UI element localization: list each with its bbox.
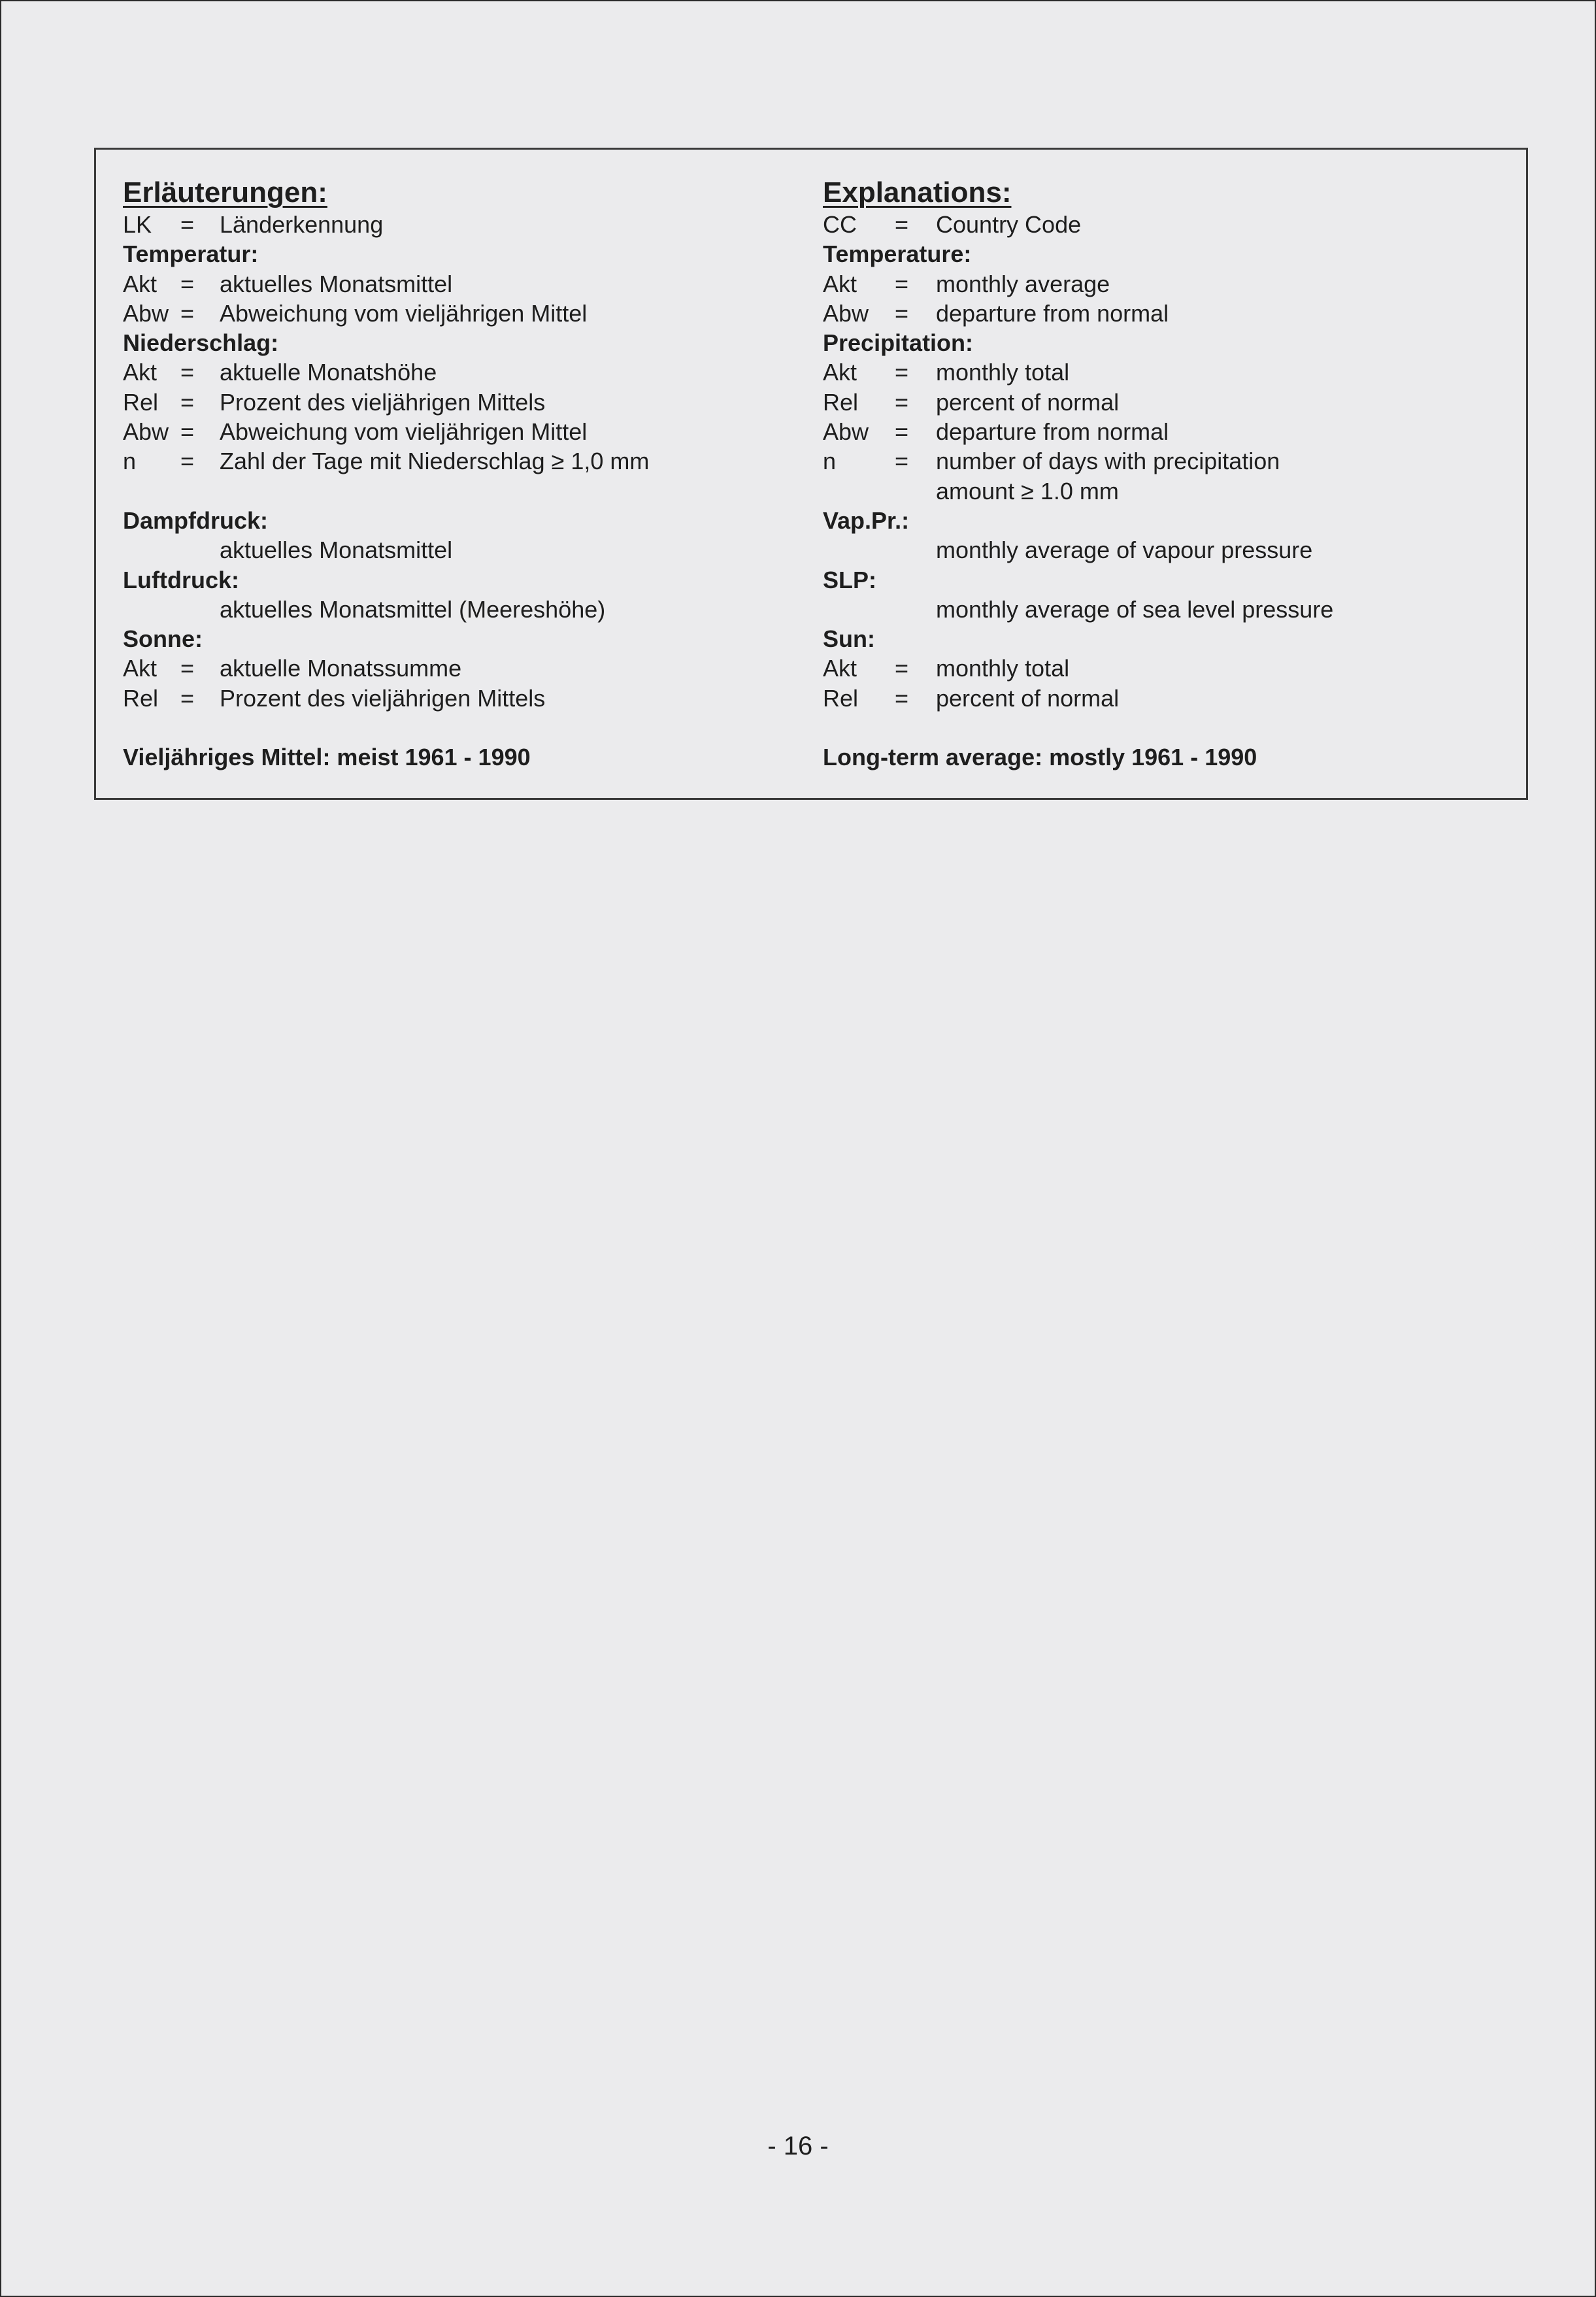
german-heading: Erläuterungen: [123,176,327,208]
spacer [123,476,776,506]
spacer [123,713,776,742]
pressure-desc-en: monthly average of sea level pressure [936,595,1334,623]
footer-de: Vieljähriges Mittel: meist 1961 - 1990 [123,744,531,771]
footer-en: Long-term average: mostly 1961 - 1990 [823,744,1257,771]
abbr: Akt [123,270,158,297]
equals: = [180,448,195,475]
description: aktuelle Monatshöhe [220,359,437,386]
temperature-row-akt-de [123,269,776,299]
sun-row-rel-de [123,684,776,713]
description: departure from normal [936,299,1169,327]
equals: = [895,211,909,238]
description: Länderkennung [220,211,384,238]
description: Prozent des vieljährigen Mittels [220,684,546,712]
vapour-desc-en: monthly average of vapour pressure [936,537,1313,564]
pressure-desc-de: aktuelles Monatsmittel (Meereshöhe) [220,595,606,623]
sun-title-en: Sun: [823,625,875,653]
equals: = [180,418,195,446]
equals: = [180,655,195,682]
equals: = [895,684,909,712]
abbr: Abw [823,418,869,446]
equals: = [895,299,909,327]
abbr: Abw [123,299,169,327]
legend-box [94,148,1528,800]
abbr: Akt [823,270,857,297]
precipitation-title-de: Niederschlag: [123,329,279,357]
precipitation-row-akt-de [123,357,776,387]
abbr: n [823,448,837,475]
german-column [123,176,776,772]
description: aktuelle Monatssumme [220,655,462,682]
equals: = [180,299,195,327]
precipitation-row-n-continuation-en [823,476,1509,506]
lk-row [123,210,776,239]
equals: = [895,448,909,475]
equals: = [895,388,909,416]
vapour-desc-de: aktuelles Monatsmittel [220,537,453,564]
equals: = [895,270,909,297]
description: Abweichung vom vieljährigen Mittel [220,299,588,327]
description: monthly total [936,359,1070,386]
precipitation-row-n-de [123,446,776,476]
equals: = [180,359,195,386]
precipitation-row-akt-en [823,357,1509,387]
english-heading: Explanations: [823,176,1012,208]
equals: = [895,418,909,446]
page-number: - 16 - [767,2132,829,2160]
pressure-title-de: Luftdruck: [123,566,239,593]
precipitation-title-en: Precipitation: [823,329,974,357]
precipitation-row-n-en [823,446,1509,476]
description: Abweichung vom vieljährigen Mittel [220,418,588,446]
precipitation-row-abw-en [823,417,1509,446]
description: Country Code [936,211,1082,238]
abbr: Akt [123,655,158,682]
equals: = [180,684,195,712]
temperature-row-akt-en [823,269,1509,299]
sun-title-de: Sonne: [123,625,203,653]
precipitation-row-rel-en [823,388,1509,417]
abbr: Rel [123,684,159,712]
temperature-row-abw-en [823,299,1509,328]
abbr: n [123,448,137,475]
equals: = [180,388,195,416]
abbr: LK [123,211,152,238]
description: departure from normal [936,418,1169,446]
equals: = [895,655,909,682]
precipitation-row-rel-de [123,388,776,417]
description: monthly average [936,270,1110,297]
pressure-title-en: SLP: [823,566,877,593]
abbr: Rel [123,388,159,416]
abbr: CC [823,211,857,238]
description: aktuelles Monatsmittel [220,270,453,297]
temperature-row-abw-de [123,299,776,328]
vapour-title-de: Dampfdruck: [123,506,269,534]
spacer [823,713,1509,742]
abbr: Akt [823,655,857,682]
description: Prozent des vieljährigen Mittels [220,388,546,416]
description: amount ≥ 1.0 mm [936,477,1119,504]
equals: = [180,270,195,297]
vapour-title-en: Vap.Pr.: [823,506,910,534]
description: number of days with precipitation [936,448,1280,475]
temperature-title-en: Temperature: [823,240,972,268]
equals: = [895,359,909,386]
english-column [823,176,1509,772]
sun-row-akt-en [823,653,1509,683]
abbr: Abw [823,299,869,327]
description: monthly total [936,655,1070,682]
abbr: Akt [123,359,158,386]
sun-row-rel-en [823,684,1509,713]
precipitation-row-abw-de [123,417,776,446]
abbr: Rel [823,684,859,712]
abbr: Abw [123,418,169,446]
description: percent of normal [936,684,1120,712]
temperature-title-de: Temperatur: [123,240,259,268]
cc-row [823,210,1509,239]
abbr: Rel [823,388,859,416]
equals: = [180,211,195,238]
sun-row-akt-de [123,653,776,683]
description: percent of normal [936,388,1120,416]
description: Zahl der Tage mit Niederschlag ≥ 1,0 mm [220,448,650,475]
abbr: Akt [823,359,857,386]
